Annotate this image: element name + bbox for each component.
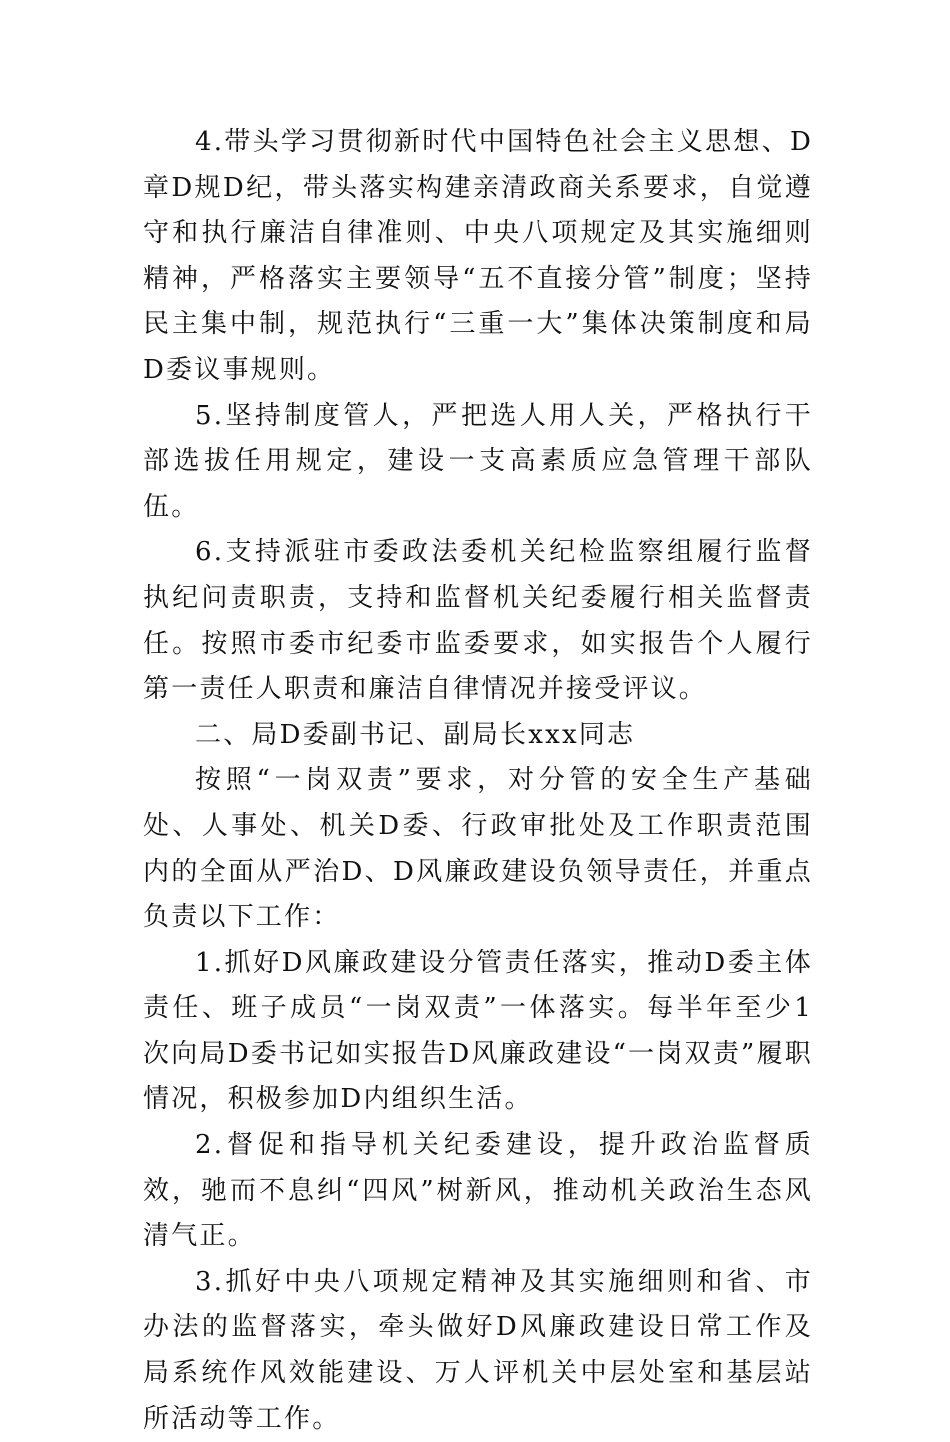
section-heading: 二、局D委副书记、副局长xxx同志 [195,719,636,750]
paragraph-item-6: 6.支持派驻市委政法委机关纪检监察组履行监督执纪问责职责，支持和监督机关纪委履行相关监督责任。按照市委市纪委市监委要求，如实报告个人履行第一责任人职责和廉洁自律情况并接受评议。 [143,537,813,705]
paragraph-item-2: 2.督促和指导机关纪委建设，提升政治监督质效，驰而不息纠“四风”树新风，推动机关政治生态风清气正。 [143,1130,813,1252]
section-intro: 按照“一岗双责”要求，对分管的安全生产基础处、人事处、机关D委、行政审批处及工作职责范围内的全面从严治D、D风廉政建设负领导责任，并重点负责以下工作： [143,765,813,933]
paragraph-item-3: 3.抓好中央八项规定精神及其实施细则和省、市办法的监督落实，牵头做好D风廉政建设日常工作及局系统作风效能建设、万人评机关中层处室和基层站所活动等工作。 [143,1266,813,1434]
document-body [143,120,813,1442]
paragraph-item-4: 4.带头学习贯彻新时代中国特色社会主义思想、D章D规D纪，带头落实构建亲清政商关系要求，自觉遵守和执行廉洁自律准则、中央八项规定及其实施细则精神，严格落实主要领导“五不直接分管”制度；坚持民主集中制，规范执行“三重一大”集体决策制度和局D委议事规则。 [143,127,813,385]
paragraph-item-5: 5.坚持制度管人，严把选人用人关，严格执行干部选拔任用规定，建设一支高素质应急管理干部队伍。 [143,400,813,522]
paragraph-item-1: 1.抓好D风廉政建设分管责任落实，推动D委主体责任、班子成员“一岗双责”一体落实。每半年至少1次向局D委书记如实报告D风廉政建设“一岗双责”履职情况，积极参加D内组织生活。 [143,947,813,1115]
